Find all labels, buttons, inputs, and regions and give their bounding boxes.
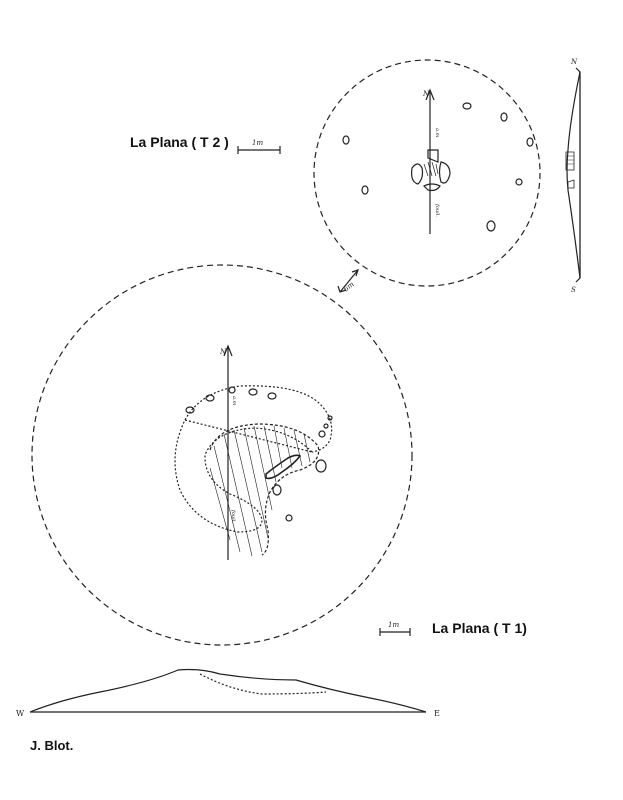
t1-perimeter-circle [32,265,412,645]
t1-north-label: N [220,348,227,356]
t1-stone [324,424,328,428]
t1-stone [316,460,326,472]
t1-mound-outline [175,386,332,532]
t1-fouille-label: fouil. [230,510,236,523]
t2-title: La Plana ( T 2 ) [130,134,229,150]
t1-scale-label: 1m [388,621,400,629]
t1-axis-label: a.m [231,396,237,406]
t2-stone [487,221,495,231]
t1-profile-fill [200,674,326,694]
t2-stone [362,186,368,194]
t2-fouille-label: fouil. [434,204,440,217]
east-label: E [434,709,440,718]
t1-stone [273,485,281,495]
t1-stone [268,393,276,399]
t2-north-label: N [423,90,430,98]
t2-scale-label: 1m [252,139,264,147]
distance-label: 6m [342,280,356,294]
t1-stone [319,431,325,437]
t1-title: La Plana ( T 1) [432,620,527,636]
t2-cist-hatch [424,162,438,176]
t2-stone [527,138,533,146]
t1-profile-surface [30,670,426,713]
t2-stone [343,136,349,144]
t2-cist-stone [440,162,451,183]
t2-cist-stone [424,184,440,191]
t2-stone [516,179,522,185]
t2-cist-stone [412,164,423,184]
t1-hatching [210,426,310,556]
west-label: W [16,709,25,718]
t2-profile [567,68,580,282]
t2-stone [501,113,507,121]
t1-stone [286,515,292,521]
profile-south-label: S [571,286,576,294]
t1-stone [206,395,214,401]
t2-stone [463,103,471,109]
profile-north-label: N [571,58,578,66]
t1-stone [229,387,235,393]
t1-stone [249,389,257,395]
author-signature: J. Blot. [30,738,74,753]
t2-axis-label: a.m [434,128,440,138]
